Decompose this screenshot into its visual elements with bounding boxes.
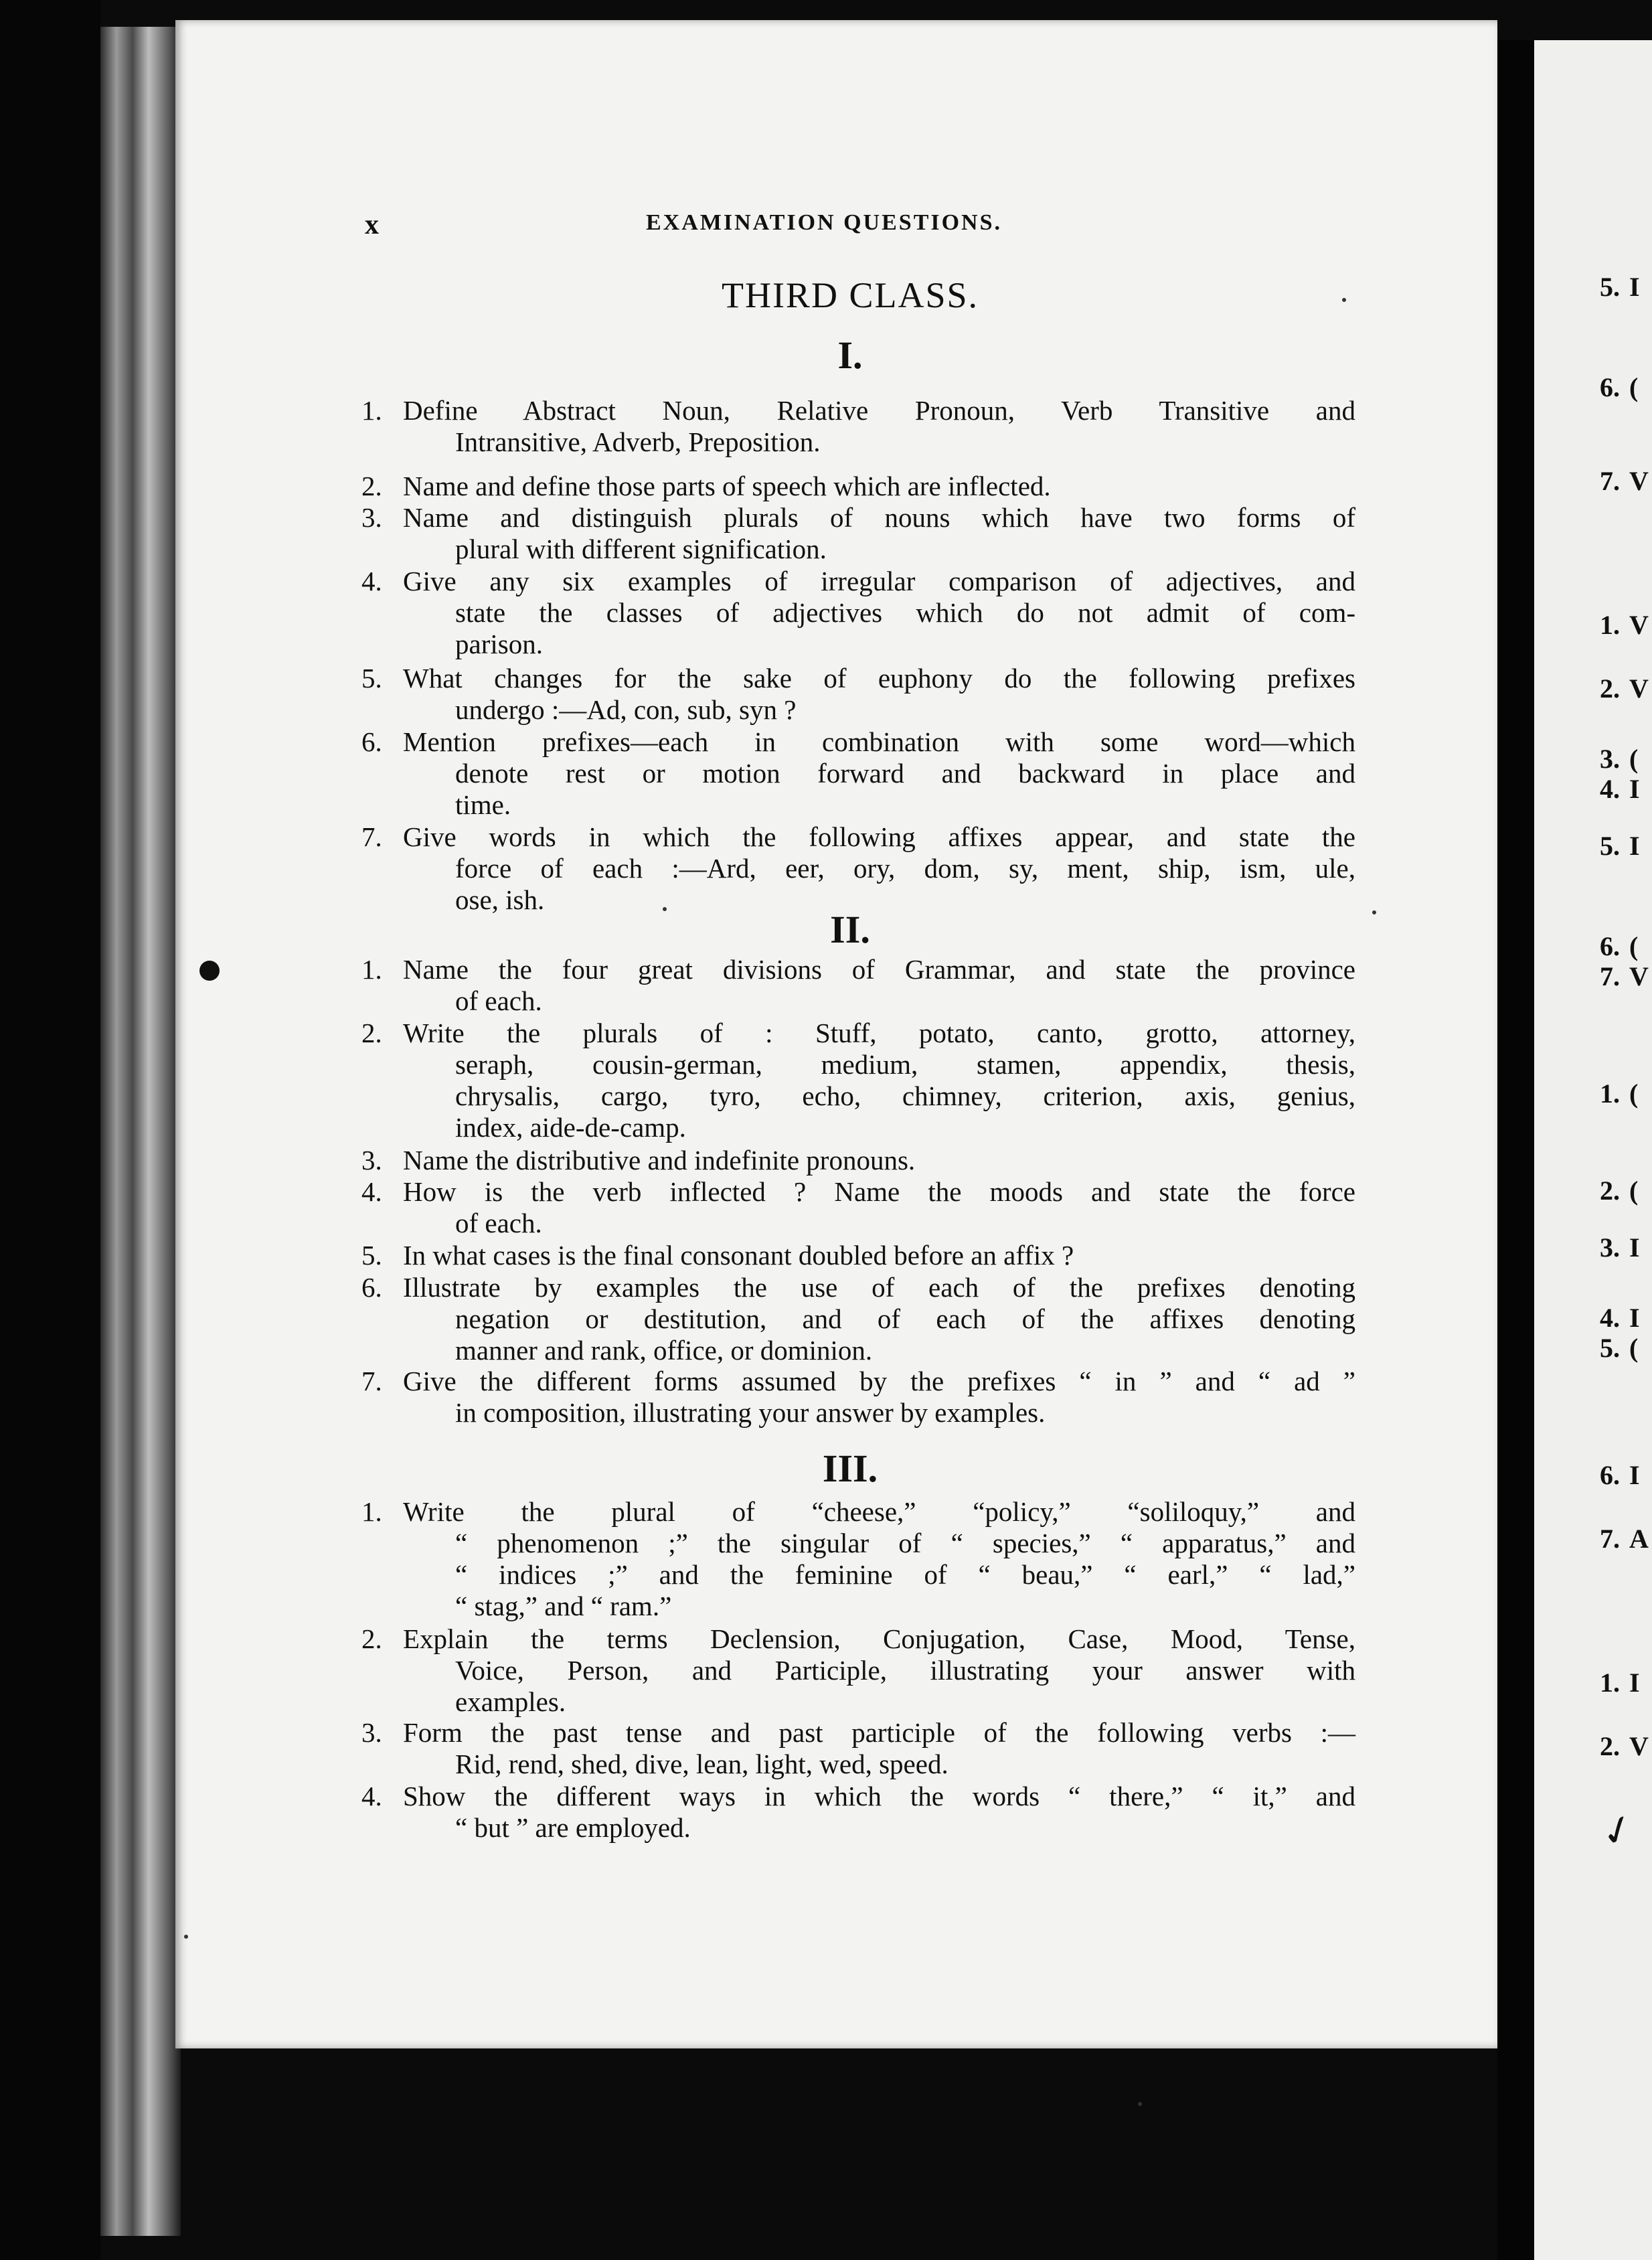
question-line: Define Abstract Noun, Relative Pronoun, Verb Transitive and: [403, 395, 1355, 426]
facing-page-line: [1600, 743, 1638, 775]
question-item: [361, 471, 1355, 502]
facing-page-line: [1600, 1078, 1638, 1109]
question-text: [403, 1272, 1355, 1366]
facing-page-number: 7.: [1600, 1524, 1620, 1554]
question-line: What changes for the sake of euphony do the following prefixes: [403, 663, 1355, 694]
question-item: [361, 1145, 1355, 1176]
question-line: How is the verb inflected ? Name the moods and state the force: [403, 1176, 1355, 1207]
facing-page-line: [1600, 609, 1649, 641]
question-line: In what cases is the final consonant doubled before an affix ?: [403, 1240, 1074, 1271]
facing-page-number: 6.: [1600, 1460, 1620, 1490]
page-number: x: [365, 210, 379, 240]
facing-page-number: 4.: [1600, 774, 1620, 804]
question-line: Give the different forms assumed by the prefixes “ in ” and “ ad ”: [403, 1366, 1355, 1396]
question-item: [361, 726, 1355, 821]
question-number: 4.: [361, 1176, 382, 1207]
facing-page-letter: I: [1629, 1460, 1640, 1490]
question-item: [361, 1717, 1355, 1780]
facing-page-letter: (: [1629, 931, 1639, 961]
facing-page-line: [1600, 1730, 1649, 1762]
question-line: negation or destitution, and of each of the affixes denoting: [455, 1303, 1355, 1334]
question-line: in composition, illustrating your answer by examples.: [455, 1397, 1046, 1428]
question-text: [403, 566, 1355, 660]
ink-blot: [199, 961, 220, 981]
question-line: Form the past tense and past participle of the following verbs :—: [403, 1717, 1355, 1748]
facing-page-number: 5.: [1600, 831, 1620, 861]
question-number: 2.: [361, 1623, 382, 1654]
question-item: [361, 821, 1355, 916]
question-text: [403, 502, 1355, 565]
part-numeral: III.: [822, 1447, 878, 1490]
question-number: 1.: [361, 1496, 382, 1527]
facing-page-letter: (: [1629, 372, 1639, 402]
question-line: parison.: [455, 629, 543, 659]
question-line: Write the plural of “cheese,” “policy,” “soliloquy,” and: [403, 1496, 1355, 1527]
facing-page-letter: V: [1629, 610, 1649, 640]
facing-page-line: [1600, 961, 1649, 992]
question-item: [361, 1272, 1355, 1366]
question-line: chrysalis, cargo, tyro, echo, chimney, criterion, axis, genius,: [455, 1080, 1355, 1111]
question-line: ose, ish.: [455, 884, 545, 915]
question-number: 6.: [361, 1272, 382, 1303]
question-number: 7.: [361, 1366, 382, 1396]
question-text: [403, 395, 1355, 458]
facing-page-letter: V: [1629, 1731, 1649, 1761]
question-line: state the classes of adjectives which do not admit of com-: [455, 597, 1355, 628]
facing-page-letter: I: [1629, 1232, 1640, 1263]
question-item: [361, 663, 1355, 726]
question-line: Illustrate by examples the use of each of the prefixes denoting: [403, 1272, 1355, 1303]
facing-page-number: 6.: [1600, 931, 1620, 961]
question-text: [403, 726, 1355, 821]
part-numeral: I.: [837, 333, 863, 377]
question-line: of each.: [455, 985, 542, 1016]
question-number: 4.: [361, 566, 382, 596]
question-line: Voice, Person, and Participle, illustrating your answer with: [455, 1655, 1355, 1686]
question-line: Intransitive, Adverb, Preposition.: [455, 426, 821, 457]
facing-page-letter: I: [1629, 1668, 1640, 1698]
question-text: [403, 1145, 1355, 1176]
question-line: seraph, cousin-german, medium, stamen, appendix, thesis,: [455, 1049, 1355, 1080]
facing-page-number: 7.: [1600, 466, 1620, 496]
question-item: [361, 1623, 1355, 1718]
part-numeral: II.: [830, 908, 870, 951]
facing-page-number: 3.: [1600, 1232, 1620, 1263]
facing-page-letter: I: [1629, 272, 1640, 302]
question-text: [403, 821, 1355, 916]
question-item: [361, 1018, 1355, 1143]
question-item: [361, 954, 1355, 1017]
question-line: “ phenomenon ;” the singular of “ species,” “ apparatus,” and: [455, 1528, 1355, 1558]
question-number: 2.: [361, 1018, 382, 1048]
facing-page-line: [1600, 773, 1640, 805]
facing-page-line: [1600, 465, 1649, 497]
question-text: [403, 1176, 1355, 1239]
facing-page-letter: V: [1629, 961, 1649, 991]
question-line: force of each :—Ard, eer, ory, dom, sy, ment, ship, ism, ule,: [455, 853, 1355, 884]
facing-page-number: 2.: [1600, 673, 1620, 704]
facing-page-letter: (: [1629, 1333, 1639, 1363]
question-line: manner and rank, office, or dominion.: [455, 1335, 873, 1366]
question-line: Explain the terms Declension, Conjugation, Case, Mood, Tense,: [403, 1623, 1355, 1654]
question-line: index, aide-de-camp.: [455, 1112, 686, 1143]
facing-page-line: [1600, 1232, 1640, 1263]
facing-page-number: 1.: [1600, 1078, 1620, 1109]
facing-page-line: [1600, 1523, 1649, 1554]
facing-page-line: [1600, 1302, 1640, 1334]
facing-page-letter: I: [1629, 831, 1640, 861]
facing-page-number: 5.: [1600, 272, 1620, 302]
question-text: [403, 1366, 1355, 1429]
facing-page-line: [1600, 830, 1640, 862]
section-title: THIRD CLASS.: [721, 275, 979, 315]
question-item: [361, 1366, 1355, 1429]
facing-page-line: [1600, 673, 1649, 704]
facing-page-letter: (: [1629, 1176, 1639, 1206]
facing-page-letter: A: [1629, 1524, 1649, 1554]
question-text: [403, 1717, 1355, 1780]
facing-page-letter: V: [1629, 673, 1649, 704]
facing-page-number: 1.: [1600, 1668, 1620, 1698]
question-line: Name and distinguish plurals of nouns which have two forms of: [403, 502, 1355, 533]
question-line: examples.: [455, 1686, 566, 1717]
question-line: Rid, rend, shed, dive, lean, light, wed, speed.: [455, 1749, 948, 1779]
question-line: Mention prefixes—each in combination with some word—which: [403, 726, 1355, 757]
question-number: 7.: [361, 821, 382, 852]
facing-page-number: 3.: [1600, 744, 1620, 774]
question-line: denote rest or motion forward and backward in place and: [455, 758, 1355, 789]
question-item: [361, 1240, 1355, 1271]
question-line: Give any six examples of irregular comparison of adjectives, and: [403, 566, 1355, 596]
running-head: EXAMINATION QUESTIONS.: [646, 210, 1003, 235]
question-text: [403, 1496, 1355, 1622]
question-line: Show the different ways in which the words “ there,” “ it,” and: [403, 1781, 1355, 1811]
question-item: [361, 395, 1355, 458]
question-line: undergo :—Ad, con, sub, syn ?: [455, 694, 797, 725]
facing-page-number: 7.: [1600, 961, 1620, 991]
question-text: [403, 471, 1355, 502]
question-line: Give words in which the following affixes appear, and state the: [403, 821, 1355, 852]
question-line: plural with different signification.: [455, 534, 827, 564]
question-text: [403, 1781, 1355, 1844]
question-item: [361, 502, 1355, 565]
question-number: 1.: [361, 954, 382, 985]
question-line: Name the distributive and indefinite pronouns.: [403, 1145, 916, 1176]
question-number: 6.: [361, 726, 382, 757]
question-line: Write the plurals of : Stuff, potato, canto, grotto, attorney,: [403, 1018, 1355, 1048]
question-line: Name and define those parts of speech which are inflected.: [403, 471, 1051, 501]
question-number: 3.: [361, 1145, 382, 1176]
facing-page-number: 2.: [1600, 1731, 1620, 1761]
facing-page-number: 2.: [1600, 1176, 1620, 1206]
facing-page-number: 1.: [1600, 610, 1620, 640]
question-text: [403, 1240, 1355, 1271]
question-text: [403, 1623, 1355, 1718]
question-number: 5.: [361, 663, 382, 694]
question-item: [361, 1496, 1355, 1622]
facing-page-line: [1600, 1332, 1638, 1364]
question-item: [361, 566, 1355, 660]
facing-page-letter: (: [1629, 1078, 1639, 1109]
facing-page-letter: V: [1629, 466, 1649, 496]
question-line: “ but ” are employed.: [455, 1812, 691, 1843]
facing-page-number: 4.: [1600, 1303, 1620, 1333]
facing-page-letter: I: [1629, 1303, 1640, 1333]
scan-speck: [1138, 2102, 1142, 2106]
question-number: 2.: [361, 471, 382, 501]
pen-mark-icon: ✓: [1594, 1804, 1642, 1858]
facing-page-letter: (: [1629, 744, 1639, 774]
question-number: 3.: [361, 502, 382, 533]
question-line: Name the four great divisions of Grammar, and state the province: [403, 954, 1355, 985]
question-number: 3.: [361, 1717, 382, 1748]
facing-page-number: 6.: [1600, 372, 1620, 402]
question-line: “ stag,” and “ ram.”: [455, 1591, 672, 1621]
facing-page-number: 5.: [1600, 1333, 1620, 1363]
question-line: of each.: [455, 1208, 542, 1238]
question-item: [361, 1781, 1355, 1844]
facing-page-line: [1600, 1175, 1638, 1206]
question-item: [361, 1176, 1355, 1239]
question-number: 4.: [361, 1781, 382, 1811]
question-text: [403, 1018, 1355, 1143]
facing-page-letter: I: [1629, 774, 1640, 804]
question-line: time.: [455, 789, 511, 820]
scan-speck: [184, 1935, 188, 1939]
facing-page-line: [1600, 1667, 1640, 1698]
question-text: [403, 954, 1355, 1017]
scan-speck: [1372, 910, 1376, 914]
scan-speck: [1342, 298, 1346, 302]
question-number: 5.: [361, 1240, 382, 1271]
question-text: [403, 663, 1355, 726]
question-line: “ indices ;” and the feminine of “ beau,” “ earl,” “ lad,”: [455, 1559, 1355, 1590]
question-number: 1.: [361, 395, 382, 426]
scan-speck: [663, 907, 667, 911]
